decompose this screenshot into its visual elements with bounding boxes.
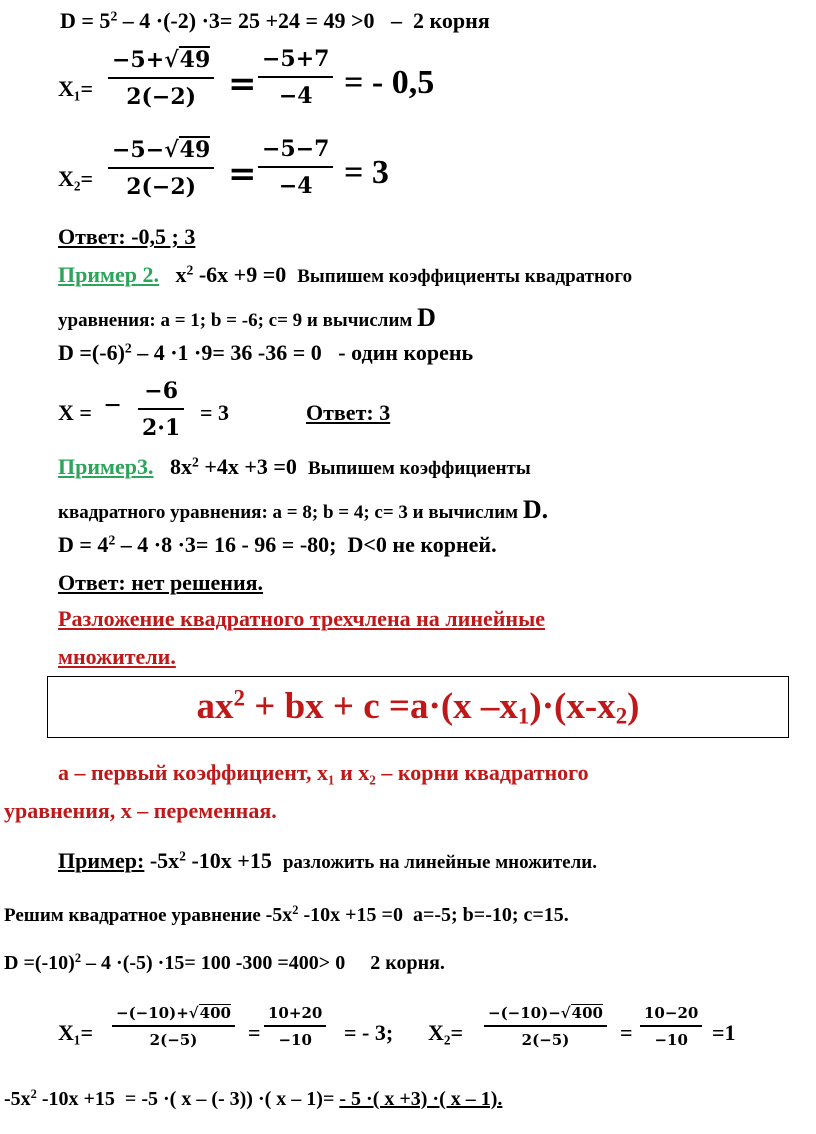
explanation-line-1: а – первый коэффициент, x₁ и x₂ – корни квадратного (58, 760, 589, 785)
x2-result: = 3 (344, 154, 389, 191)
x2-frac2-num: −5−7 (262, 136, 330, 162)
example-2-x-result: = 3 (200, 400, 230, 425)
example-4-x1-sqrt: 400 (199, 1004, 231, 1022)
x2-frac1-num: −5− (112, 137, 165, 163)
example-4-x2-fraction-2 (640, 1004, 702, 1049)
x1-frac2-num: −5+7 (262, 46, 330, 72)
x1-fraction-1: −5+√49 2(−2) (108, 46, 214, 110)
equals-sign: = (620, 1020, 633, 1045)
example-2-equation: $x^2$ -6x +9 =0 (175, 262, 287, 287)
x1-frac1-num: −5+ (112, 47, 165, 73)
x1-frac1-sqrt: 49 (179, 47, 211, 73)
example-4-solve-eq: $-5x^2$ -10x +15 =0 a=-5; b=-10; c=15. (265, 903, 569, 926)
example-4-solve-line (4, 904, 569, 927)
example-4-x1-fraction-2 (264, 1004, 326, 1049)
example-3-discriminant: $D = 4^2 - 4 \cdot 8 \cdot 3= 16 - 96 = -80$; D<0 не корней. (58, 532, 497, 557)
example-4-x2-den: 2(−5) (521, 1030, 570, 1049)
x2-label: X₂= (58, 166, 94, 191)
example-3-title: Пример3. (58, 454, 154, 479)
example-4-expression: $-5x^2$ -10x +15 (149, 848, 272, 873)
example-2-answer: Ответ: 3 (306, 400, 391, 425)
example-2-title: Пример 2. (58, 262, 160, 287)
example-4-x2-fraction-1: −(−10)−√400 2(−5) (484, 1004, 607, 1049)
example-3-text-1: Выпишем коэффициенты (307, 458, 531, 479)
equals-sign: = (228, 64, 257, 104)
example-4-x1-den2: −10 (278, 1030, 312, 1049)
example-2-text-2: уравнения: a = 1; b = -6; c= 9 и вычислим (58, 310, 413, 331)
factoring-formula: $ax^2$ + bx + c =a·(x $-x_1)\cdot(x-x_2)$ (196, 685, 640, 729)
example-2-x-label: X = (58, 400, 92, 425)
example-4-final-line (4, 1088, 502, 1111)
example-4-discriminant: $D =(-10)^2 - 4 \cdot(-5) \cdot 15= 100$ -300 =400> 0 2 корня. (4, 951, 445, 974)
x1-frac1-den: 2(−2) (126, 84, 197, 110)
minus-sign: − (104, 389, 122, 422)
example-4-x2-den2: −10 (654, 1030, 688, 1049)
example-4-x2-num2: 10−20 (644, 1004, 699, 1022)
example-4-x1-den: 2(−5) (149, 1030, 198, 1049)
example-4-solve-prefix: Решим квадратное уравнение (4, 905, 261, 926)
example-4-x2-num: −(−10)− (488, 1004, 561, 1022)
factor-heading-line-2: множители. (58, 644, 176, 669)
example-2-line-1 (58, 262, 632, 288)
x1-frac2-den: −4 (278, 83, 313, 109)
example-3-equation: $8x^2 +4x +3 =0$ (170, 454, 297, 479)
example-2-line-2 (58, 303, 436, 333)
equals-sign: = (228, 154, 257, 194)
example-4-x1-num: −(−10)+ (116, 1004, 189, 1022)
example-2-frac-den: 2·1 (142, 415, 181, 441)
example-4-x1-fraction-1: −(−10)+√400 2(−5) (112, 1004, 235, 1049)
example-4-x1-label: X₁= (58, 1020, 94, 1045)
answer-1: Ответ: -0,5 ; 3 (58, 224, 196, 249)
example-4-x2-result: =1 (712, 1020, 736, 1045)
x2-frac2-den: −4 (278, 173, 313, 199)
example-4-x2-sqrt: 400 (571, 1004, 603, 1022)
x1-fraction-2 (258, 46, 333, 109)
example-2-frac-num: −6 (144, 378, 179, 404)
example-4-final-left: $-5x^2$ -10x +15 = -5 ·( x – (- 3)) ·( x – 1)= (4, 1087, 335, 1110)
example-4-line-1 (58, 848, 597, 874)
example-3-line-2 (58, 495, 548, 525)
example-4-title: Пример: (58, 848, 145, 873)
example-2-text-1: Выпишем коэффициенты квадратного (297, 266, 633, 287)
discriminant-line-1: $D = 5^2 - 4 \cdot(-2) \cdot 3= 25 +24 = 49 >0 - 2$ корня (60, 8, 490, 33)
example-4-x1-num2: 10+20 (268, 1004, 323, 1022)
x2-fraction-1: −5−√49 2(−2) (108, 136, 214, 200)
x1-label: X₁= (58, 76, 94, 101)
example-4-final-right: - 5 ·( x +3) ·( x – 1). (339, 1088, 503, 1110)
example-4-x2-label: X₂= (428, 1020, 464, 1045)
example-4-x1-result: = - 3; (344, 1020, 394, 1045)
d-letter: D. (522, 495, 549, 524)
example-4-task: разложить на линейные множители. (282, 852, 597, 873)
formula-box (47, 676, 789, 738)
example-3-text-2: квадратного уравнения: a = 8; b = 4; c= 3 и вычислим (58, 502, 519, 523)
d-letter: D (417, 303, 436, 332)
x2-fraction-2 (258, 136, 333, 199)
example-3-answer: Ответ: нет решения. (58, 570, 264, 595)
x2-frac1-sqrt: 49 (179, 137, 211, 163)
factor-heading-line-1: Разложение квадратного трехчлена на линейные (58, 606, 546, 631)
example-2-discriminant: $D =(-6)^2 - 4 \cdot 1 \cdot 9= 36$ -36 = 0 - один корень (58, 340, 474, 365)
example-2-fraction (138, 378, 184, 441)
x2-frac1-den: 2(−2) (126, 174, 197, 200)
equals-sign: = (248, 1020, 261, 1045)
explanation-line-2: уравнения, x – переменная. (4, 798, 277, 823)
x1-result: = - 0,5 (344, 64, 435, 101)
example-3-line-1 (58, 454, 531, 480)
